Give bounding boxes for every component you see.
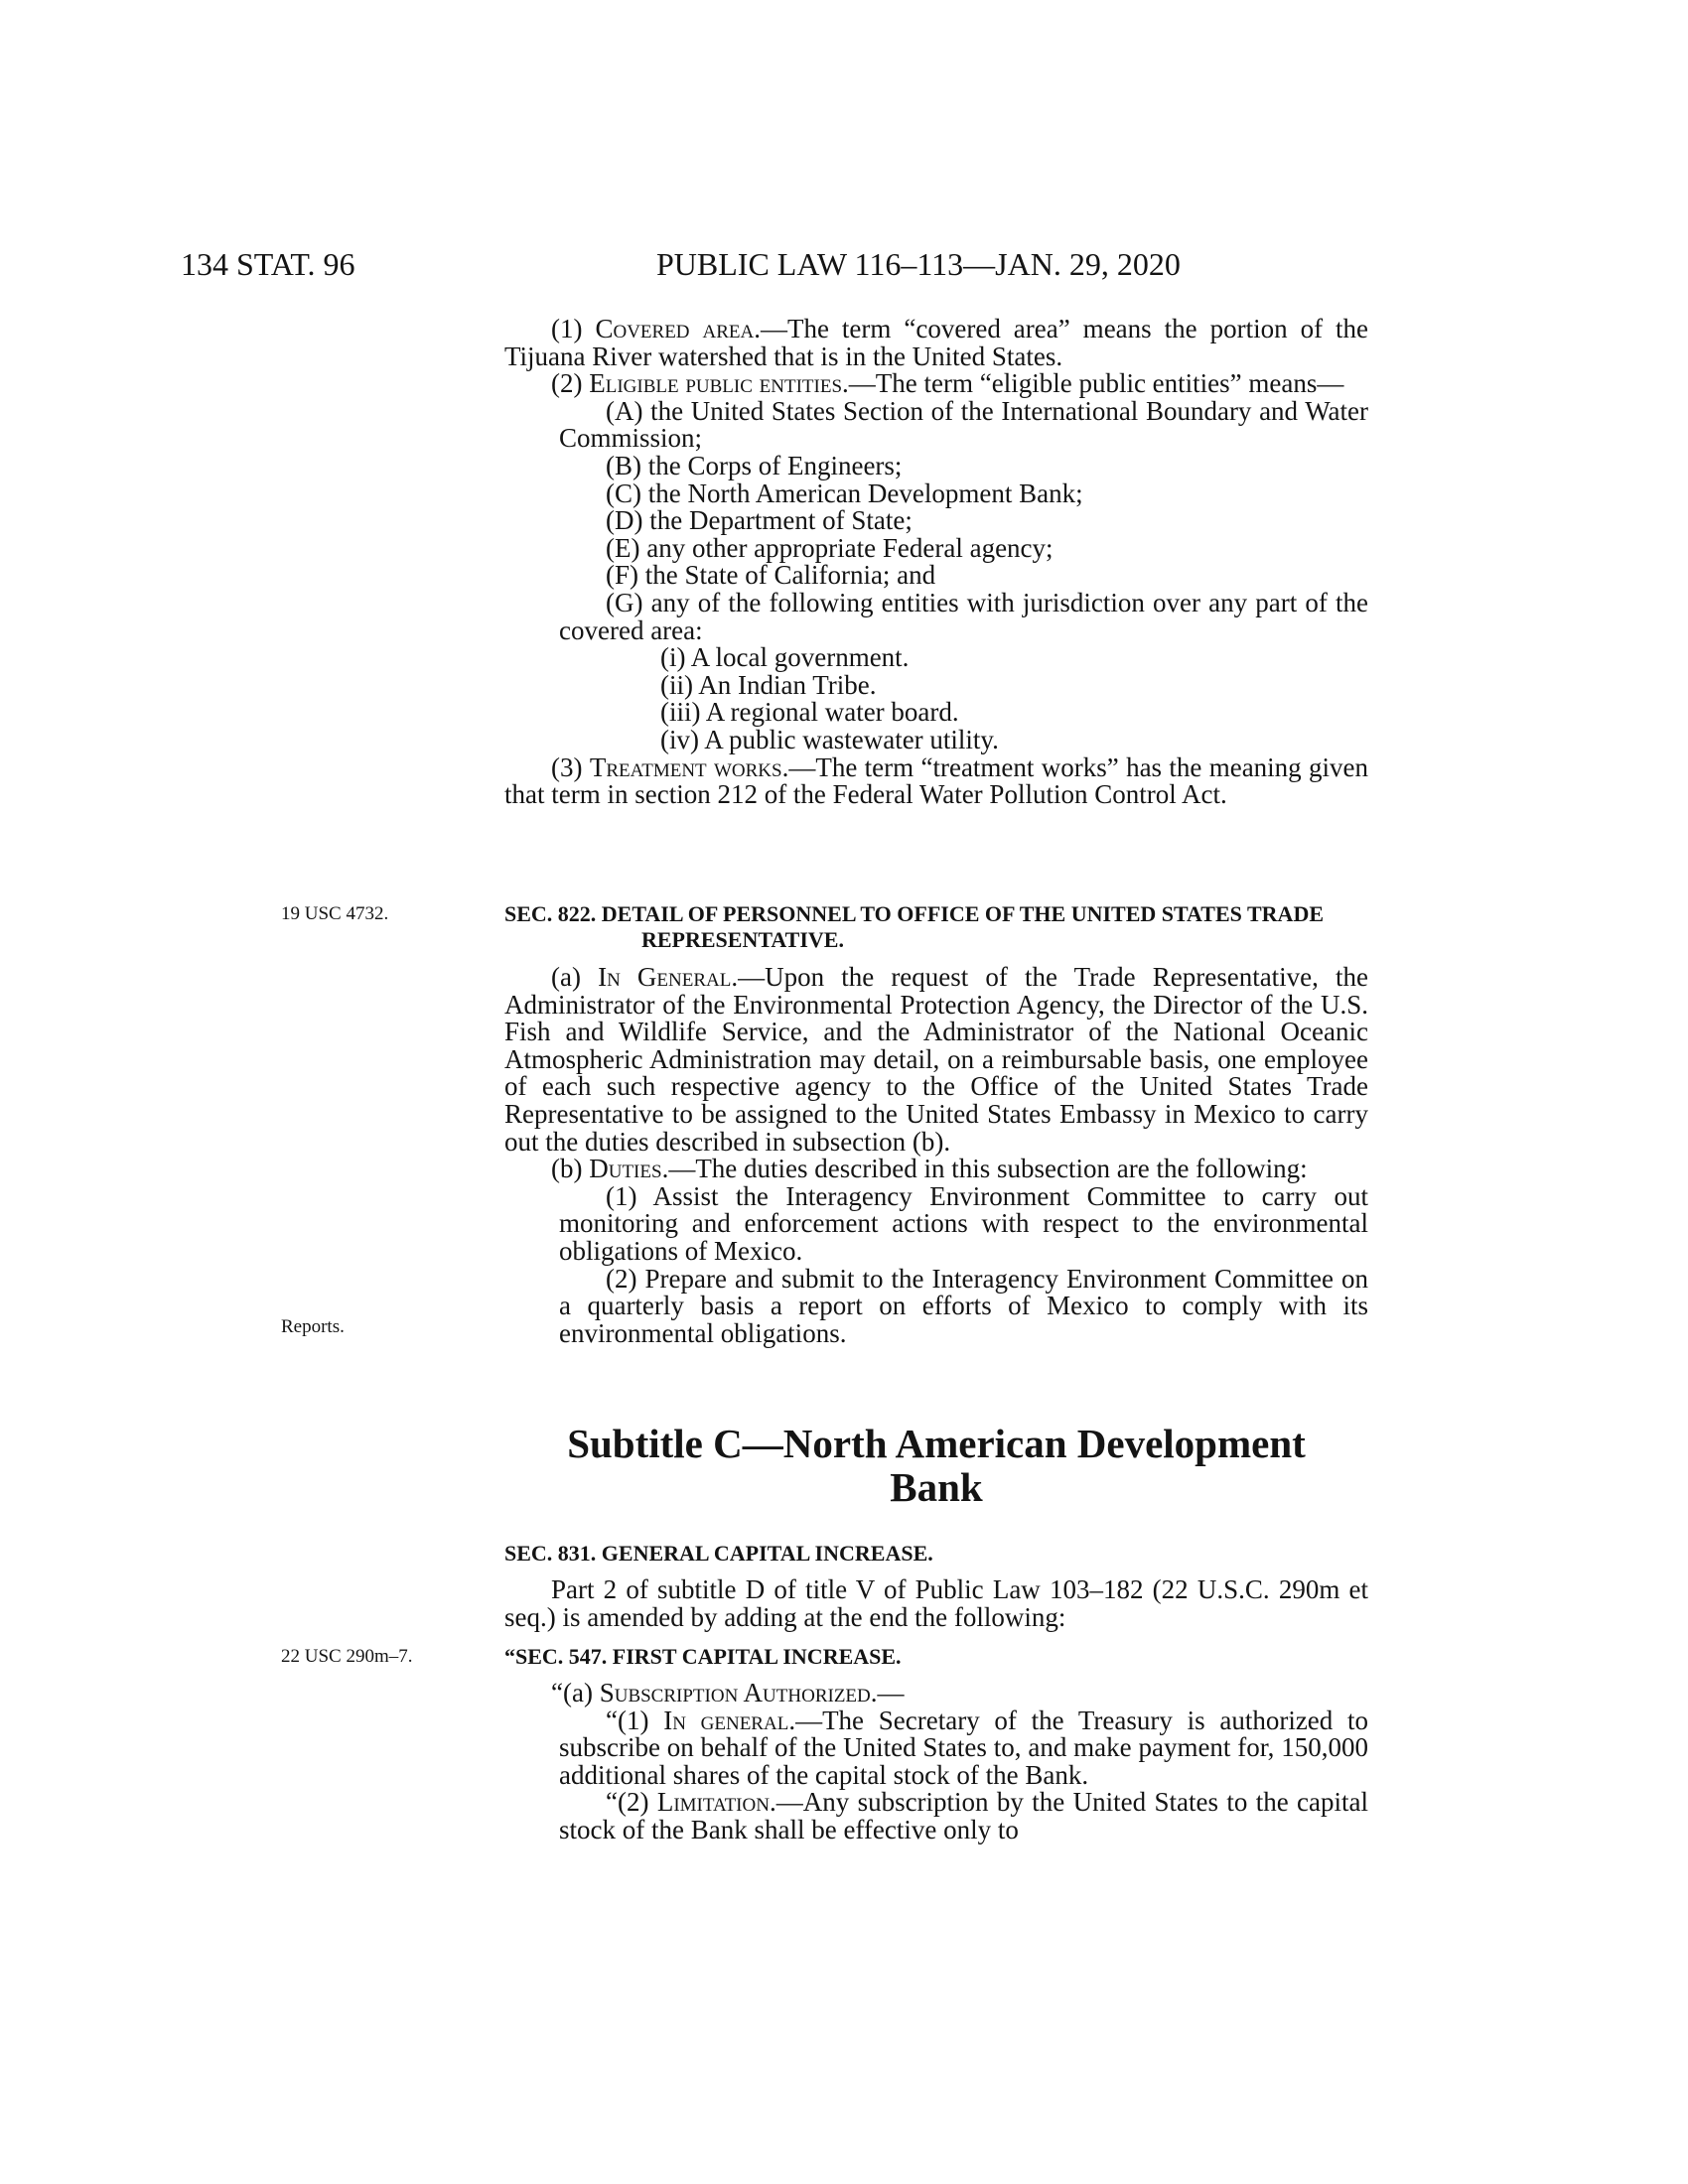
paragraph-2 [504,1789,1368,1843]
paragraph-1 [504,1707,1368,1790]
subsection-b [504,1156,1368,1183]
definition-term: Treatment works [589,751,782,782]
entity-item: (C) the North American Development Bank; [606,478,1083,508]
paragraph-number: (1) [551,314,596,343]
sub-entity-item: (i) A local government. [660,642,910,673]
margin-note-usc-4732: 19 USC 4732. [281,903,389,924]
page-reference: 134 STAT. 96 [181,246,355,282]
section-831-body [504,1576,1368,1631]
section-831-intro: Part 2 of subtitle D of title V of Public Law 103–182 (22 U.S.C. 290m et seq.) is amended by adding at the end the following: [504,1574,1368,1632]
entity-item: (B) the Corps of Engineers; [606,450,903,480]
paragraph-term: In general [663,1705,789,1735]
definition-text: .—The term “treatment works” has the meaning given that term in section 212 of the Federal Water Pollution Control Act. [504,751,1369,810]
subsection-term: In General [598,962,732,992]
definition-term: Eligible public entities [589,368,843,399]
paragraph-number: (3) [551,751,590,782]
paragraph-number: (2) [551,368,590,399]
paragraph-term: Limitation [656,1787,770,1818]
section-547-body [504,1680,1368,1844]
definition-text: .—The term “covered area” means the portion of the Tijuana River watershed that is in the United States. [504,314,1369,371]
subsection-a [504,1680,1368,1707]
entity-item: (E) any other appropriate Federal agency; [606,532,1054,563]
entity-item: (G) any of the following entities with jurisdiction over any part of the covered area: [559,587,1368,645]
duty-item: (1) Assist the Interagency Environment Committee to carry out monitoring and enforcement actions with respect to the environmental obligations of Mexico. [559,1180,1368,1266]
definition-term: Covered area [595,314,755,343]
subtitle-heading [504,1422,1368,1509]
section-547-heading: “SEC. 547. FIRST CAPITAL INCREASE. [504,1644,902,1669]
subsection-text: .—The duties described in this subsection are the following: [661,1154,1308,1184]
sub-entity-item: (iii) A regional water board. [660,697,959,728]
paragraph-number: (a) [551,962,599,992]
definition-eligible-entities [504,370,1368,398]
section-822-body [504,964,1368,1347]
entity-item: (A) the United States Section of the International Boundary and Water Commission; [559,395,1368,454]
subsection-a [504,964,1368,1156]
subtitle-line: Bank [890,1464,983,1510]
definition-treatment-works [504,751,1369,810]
duty-item: (2) Prepare and submit to the Interagency Environment Committee on a quarterly basis a report on efforts of Mexico to comply with its environmental obligations. [559,1263,1368,1348]
paragraph-text: .—The Secretary of the Treasury is authorized to subscribe on behalf of the United States to, and make payment for, 150,000 additional shares of the capital stock of the Bank. [559,1705,1369,1790]
margin-note-reports: Reports. [281,1316,345,1337]
subsection-text: .—Upon the request of the Trade Representative, the Administrator of the Environmental Protection Agency, the Director of the U.S. Fish and Wildlife Service, and the Administrator of the National Oceanic Atmospheric Administration may detail, on a reimbursable basis, one employee of each such respective agency to the Office of the United States Trade Representative to be assigned to the United States Embassy in Mexico to carry out the duties described in subsection (b). [504,962,1369,1157]
sub-entity-item: (ii) An Indian Tribe. [660,669,877,700]
sub-entity-item: (iv) A public wastewater utility. [660,724,999,754]
entity-item: (F) the State of California; and [606,560,936,591]
section-822-heading: SEC. 822. DETAIL OF PERSONNEL TO OFFICE OF THE UNITED STATES TRADE REPRESENTATIVE. [504,901,1324,952]
definitions-block [504,316,1368,809]
paragraph-number: “(2) [606,1787,657,1818]
paragraph-number: “(1) [606,1705,664,1735]
definition-covered-area [504,316,1368,370]
running-header: PUBLIC LAW 116–113—JAN. 29, 2020 [656,246,1181,282]
subsection-dash: .— [870,1678,905,1707]
paragraph-text: .—Any subscription by the United States to the capital stock of the Bank shall be effective only to [559,1787,1368,1844]
section-831-heading: SEC. 831. GENERAL CAPITAL INCREASE. [504,1541,933,1566]
definition-text: .—The term “eligible public entities” means— [842,368,1344,399]
paragraph-number: (b) [551,1154,590,1184]
subsection-term: Duties [589,1154,662,1184]
subsection-term: Subscription Authorized [599,1678,871,1707]
entity-item: (D) the Department of State; [606,505,913,536]
subtitle-line: Subtitle C—North American Development [567,1421,1306,1466]
margin-note-usc-290m7: 22 USC 290m–7. [281,1646,413,1667]
paragraph-number: “(a) [551,1678,600,1707]
